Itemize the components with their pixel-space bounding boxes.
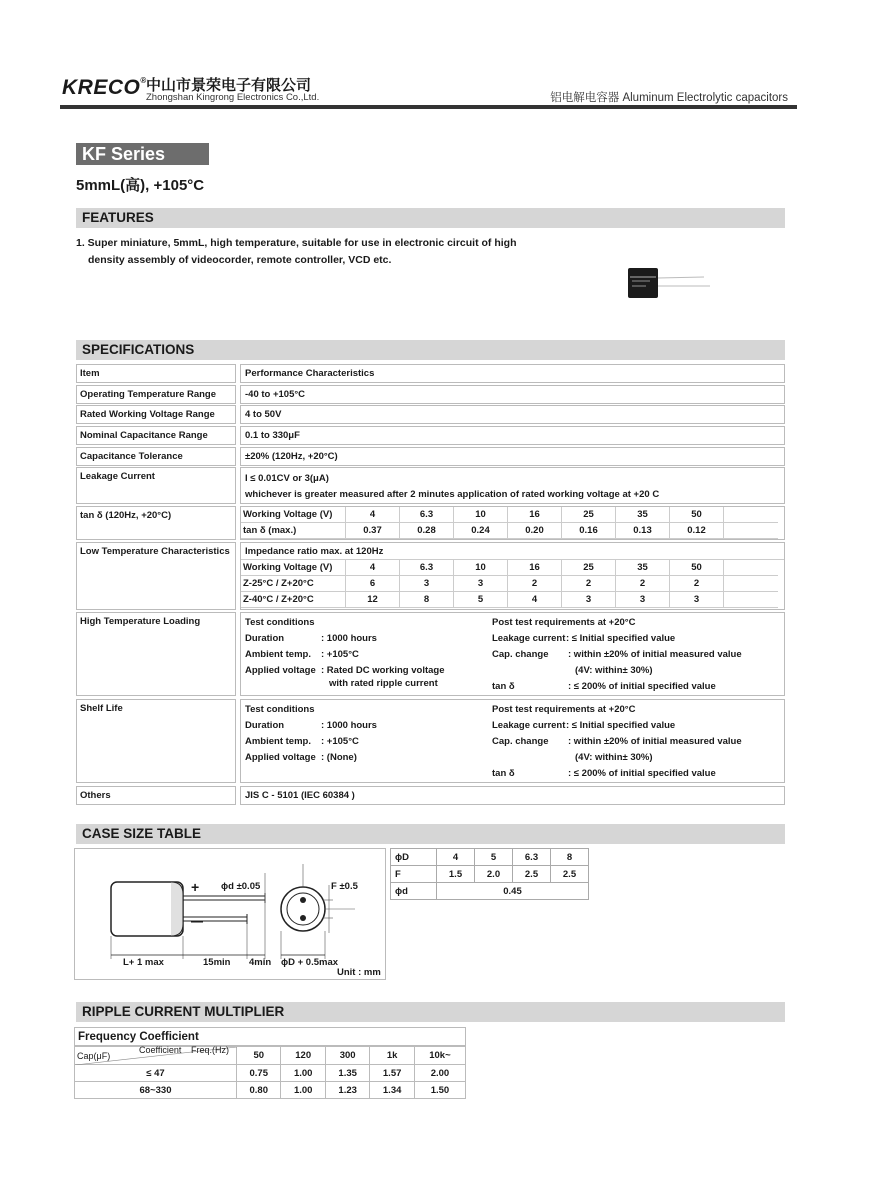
spec-value: 0.1 to 330μF: [240, 426, 785, 445]
table-cell: 3: [670, 592, 724, 608]
spec-row-leakage: [76, 467, 785, 504]
body-diameter-label: ϕD + 0.5max: [281, 957, 339, 968]
table-row: [75, 1065, 466, 1082]
table-cell: 1.50: [414, 1082, 465, 1099]
table-row: [75, 1047, 466, 1065]
specifications-heading: SPECIFICATIONS: [76, 340, 785, 360]
spec-row-op-temp: [76, 385, 785, 404]
leakage-formula: I ≤ 0.01CV or 3(μA): [245, 473, 329, 484]
table-cell: 2: [616, 576, 670, 592]
table-cell: 3: [562, 592, 616, 608]
spec-label: Low Temperature Characteristics: [76, 542, 236, 610]
spec-label: Rated Working Voltage Range: [76, 405, 236, 424]
table-cell: 4: [508, 592, 562, 608]
table-cell: 3: [454, 576, 508, 592]
spec-header-item: Item: [76, 364, 236, 383]
table-cell: 0.28: [400, 523, 454, 539]
spec-row-tolerance: [76, 447, 785, 466]
row-label: Z-25°C / Z+20°C: [241, 576, 346, 592]
document-category: 铝电解电容器 Aluminum Electrolytic capacitors: [550, 92, 788, 104]
htl-applied-value-2: with rated ripple current: [329, 678, 438, 689]
table-cell: 25: [562, 560, 616, 576]
table-cell: 0.13: [616, 523, 670, 539]
plus-mark: +: [191, 879, 200, 895]
spec-value: -40 to +105°C: [240, 385, 785, 404]
table-cell: 16: [508, 560, 562, 576]
spec-row-shelf-life: [76, 699, 785, 783]
ripple-table: [74, 1027, 466, 1099]
row-label: ϕD: [391, 849, 437, 866]
spec-label: Shelf Life: [76, 699, 236, 783]
corner-cell: [75, 1047, 237, 1065]
ripple-heading: RIPPLE CURRENT MULTIPLIER: [76, 1002, 785, 1022]
cap-cell: 68~330: [75, 1082, 237, 1099]
series-title: KF Series: [76, 143, 209, 165]
freq-header: 120: [281, 1047, 325, 1065]
length-label: L+ 1 max: [123, 957, 164, 968]
spec-label: Leakage Current: [76, 467, 236, 504]
leakage-note: whichever is greater measured after 2 minutes application of rated working voltage at +20 C: [245, 489, 660, 500]
table-cell: 4: [346, 560, 400, 576]
spec-row-tan-delta: [76, 506, 785, 540]
table-cell: 1.00: [281, 1082, 325, 1099]
htl-tan-key: tan δ: [492, 681, 515, 692]
brand-logo: KRECO®: [62, 76, 147, 99]
table-cell: 0.75: [237, 1065, 281, 1082]
table-cell: 10: [454, 560, 508, 576]
spec-row-low-temp: [76, 542, 785, 610]
table-cell: 12: [346, 592, 400, 608]
table-row: [75, 1082, 466, 1099]
htl-capchange-value: : within ±20% of initial measured value: [568, 649, 742, 660]
spec-value: JIS C - 5101 (IEC 60384 ): [240, 786, 785, 805]
case-size-table: [390, 848, 589, 900]
lead-spacing-label: F ±0.5: [331, 881, 358, 892]
lead-diameter-label: ϕd ±0.05: [221, 881, 261, 892]
table-cell: 6.3: [400, 560, 454, 576]
table-cell: 35: [616, 560, 670, 576]
shelf-applied-key: Applied voltage: [245, 752, 316, 763]
row-label: Z-40°C / Z+20°C: [241, 592, 346, 608]
case-size-diagram: [74, 848, 386, 980]
spec-value: ±20% (120Hz, +20°C): [240, 447, 785, 466]
table-cell: 8: [400, 592, 454, 608]
corner-coef-label: Coefficient: [139, 1045, 182, 1055]
row-label: F: [391, 866, 437, 883]
row-label: tan δ (max.): [241, 523, 346, 539]
empty-cell: [724, 592, 778, 608]
table-cell: 2.00: [414, 1065, 465, 1082]
header-divider: [60, 105, 797, 109]
spec-label: Operating Temperature Range: [76, 385, 236, 404]
shelf-capchange-value-2: (4V: within± 30%): [575, 752, 653, 763]
table-cell: 0.37: [346, 523, 400, 539]
htl-conditions: [240, 612, 785, 696]
feature-line-2: density assembly of videocorder, remote controller, VCD etc.: [88, 254, 392, 266]
table-cell: 1.00: [281, 1065, 325, 1082]
features-text: [76, 235, 517, 269]
spec-header-perf: Performance Characteristics: [240, 364, 785, 383]
spec-label: tan δ (120Hz, +20°C): [76, 506, 236, 540]
table-cell: 1.34: [370, 1082, 414, 1099]
tan-max-row: [241, 523, 784, 539]
table-cell: 4: [437, 849, 475, 866]
spec-label: Others: [76, 786, 236, 805]
shelf-tan-value: : ≤ 200% of initial specified value: [568, 768, 716, 779]
spec-header-row: [76, 364, 785, 383]
table-cell: 2: [508, 576, 562, 592]
lead-15min-label: 15min: [203, 957, 231, 968]
table-cell: 10: [454, 507, 508, 523]
lt-z40-row: [241, 592, 784, 608]
shelf-leak-key: Leakage current: [492, 720, 566, 731]
table-cell: 16: [508, 507, 562, 523]
spec-value: [240, 467, 785, 504]
htl-leak-value: : ≤ Initial specified value: [566, 633, 676, 644]
freq-header: 10k~: [414, 1047, 465, 1065]
table-cell: 6: [346, 576, 400, 592]
series-subtitle: 5mmL(高), +105°C: [76, 177, 205, 194]
freq-header: 300: [325, 1047, 369, 1065]
htl-leak-key: Leakage current: [492, 633, 566, 644]
ripple-table-title: Frequency Coefficient: [74, 1027, 466, 1046]
row-label: Working Voltage (V): [241, 560, 346, 576]
table-row: [391, 866, 589, 883]
shelf-applied-value: : (None): [321, 752, 357, 763]
spec-label: Nominal Capacitance Range: [76, 426, 236, 445]
features-heading: FEATURES: [76, 208, 785, 228]
spec-row-others: [76, 786, 785, 805]
shelf-duration-value: : 1000 hours: [321, 720, 377, 731]
cap-cell: ≤ 47: [75, 1065, 237, 1082]
empty-cell: [724, 523, 778, 539]
htl-ambient-key: Ambient temp.: [245, 649, 311, 660]
tan-delta-grid: [240, 506, 785, 540]
htl-applied-key: Applied voltage: [245, 665, 316, 676]
table-cell: 2: [670, 576, 724, 592]
row-label: Working Voltage (V): [241, 507, 346, 523]
htl-duration-key: Duration: [245, 633, 285, 644]
htl-test-conditions: Test conditions: [245, 617, 315, 628]
lt-z25-row: [241, 576, 784, 592]
empty-cell: [724, 560, 778, 576]
tan-voltage-row: [241, 507, 784, 523]
shelf-tan-key: tan δ: [492, 768, 515, 779]
table-cell: 35: [616, 507, 670, 523]
table-cell: 2: [562, 576, 616, 592]
htl-capchange-key: Cap. change: [492, 649, 549, 660]
table-cell: 2.5: [551, 866, 589, 883]
spec-row-capacitance: [76, 426, 785, 445]
row-label: ϕd: [391, 883, 437, 900]
htl-capchange-value-2: (4V: within± 30%): [575, 665, 653, 676]
lead-4min-label: 4min: [249, 957, 272, 968]
table-cell: 0.45: [437, 883, 589, 900]
case-size-heading: CASE SIZE TABLE: [76, 824, 785, 844]
table-cell: 2.0: [475, 866, 513, 883]
low-temp-grid: [240, 542, 785, 610]
lt-voltage-row: [241, 560, 784, 576]
htl-ambient-value: : +105°C: [321, 649, 359, 660]
spec-row-high-temp-loading: [76, 612, 785, 696]
spec-label: High Temperature Loading: [76, 612, 236, 696]
table-cell: 6.3: [400, 507, 454, 523]
table-cell: 5: [475, 849, 513, 866]
corner-freq-label: Freq.(Hz): [191, 1045, 229, 1055]
table-cell: 3: [616, 592, 670, 608]
corner-cap-label: Cap(μF): [77, 1051, 111, 1061]
feature-line-1: 1. Super miniature, 5mmL, high temperature, suitable for use in electronic circuit of high: [76, 237, 517, 249]
spec-label: Capacitance Tolerance: [76, 447, 236, 466]
shelf-ambient-value: : +105°C: [321, 736, 359, 747]
table-cell: 1.35: [325, 1065, 369, 1082]
table-cell: 4: [346, 507, 400, 523]
company-name-en: Zhongshan Kingrong Electronics Co.,Ltd.: [146, 92, 320, 103]
table-cell: 2.5: [513, 866, 551, 883]
table-cell: 0.80: [237, 1082, 281, 1099]
freq-header: 50: [237, 1047, 281, 1065]
empty-cell: [724, 576, 778, 592]
table-cell: 0.24: [454, 523, 508, 539]
table-cell: 1.5: [437, 866, 475, 883]
spec-value: 4 to 50V: [240, 405, 785, 424]
shelf-duration-key: Duration: [245, 720, 285, 731]
shelf-leak-value: : ≤ Initial specified value: [566, 720, 676, 731]
table-cell: 0.12: [670, 523, 724, 539]
table-cell: 3: [400, 576, 454, 592]
shelf-capchange-key: Cap. change: [492, 736, 549, 747]
capacitor-photo-icon: [626, 266, 710, 300]
table-row: [391, 849, 589, 866]
shelf-test-conditions: Test conditions: [245, 704, 315, 715]
unit-label: Unit : mm: [337, 967, 381, 978]
htl-tan-value: : ≤ 200% of initial specified value: [568, 681, 716, 692]
freq-header: 1k: [370, 1047, 414, 1065]
low-temp-caption: Impedance ratio max. at 120Hz: [241, 543, 784, 560]
table-cell: 5: [454, 592, 508, 608]
table-cell: 1.57: [370, 1065, 414, 1082]
htl-duration-value: : 1000 hours: [321, 633, 377, 644]
table-cell: 25: [562, 507, 616, 523]
table-cell: 50: [670, 507, 724, 523]
table-cell: 6.3: [513, 849, 551, 866]
table-cell: 50: [670, 560, 724, 576]
spec-row-voltage: [76, 405, 785, 424]
minus-mark: —: [191, 914, 203, 928]
shelf-post-test: Post test requirements at +20°C: [492, 704, 636, 715]
shelf-ambient-key: Ambient temp.: [245, 736, 311, 747]
table-row: [391, 883, 589, 900]
table-cell: 1.23: [325, 1082, 369, 1099]
table-cell: 8: [551, 849, 589, 866]
shelf-conditions: [240, 699, 785, 783]
table-cell: 0.16: [562, 523, 616, 539]
company-name-cn: 中山市景荣电子有限公司: [146, 77, 312, 94]
htl-post-test: Post test requirements at +20°C: [492, 617, 636, 628]
empty-cell: [724, 507, 778, 523]
table-cell: 0.20: [508, 523, 562, 539]
shelf-capchange-value: : within ±20% of initial measured value: [568, 736, 742, 747]
htl-applied-value: : Rated DC working voltage: [321, 665, 445, 676]
